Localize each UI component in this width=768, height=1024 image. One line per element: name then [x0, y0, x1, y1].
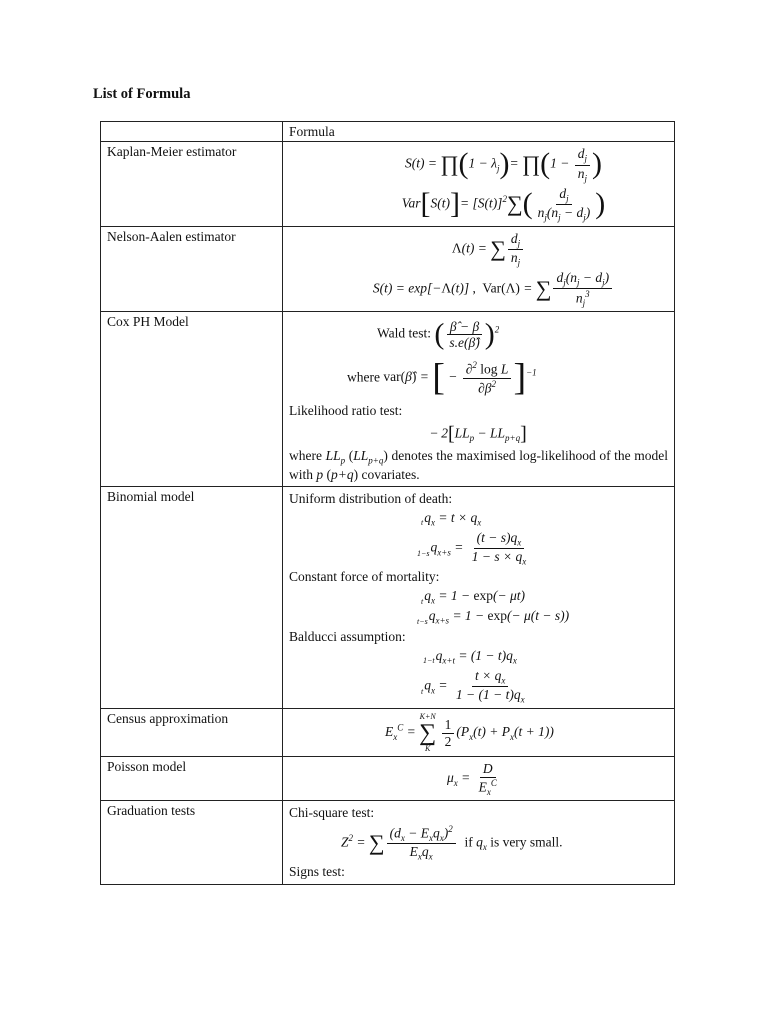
table-row — [101, 487, 675, 709]
table-row — [101, 312, 675, 487]
na-cumhazard-formula: Λ(t) = ∑ $\frac{d_j}{n_j}$ — [289, 231, 668, 268]
table-row — [101, 709, 675, 757]
udd-label: Uniform distribution of death: — [289, 491, 453, 507]
udd-formula-1: $_tq_x = t \times q_x$ — [421, 509, 482, 528]
row-label-nelson-aalen: Nelson-Aalen estimator — [101, 226, 283, 312]
census-formula: $E_x^C$ = K+N ∑ K $\frac{1}{2}$ $(P_x(t) + P_x(t + 1))$ — [385, 712, 554, 754]
table-row — [101, 757, 675, 801]
covariates-text: covariates. — [361, 466, 420, 482]
wald-variance-line: where var(β̂) = [ − $\frac{\partial^2 \log L}{\partial\beta^2}$ ]$^{-1}$ — [347, 356, 537, 399]
formula-cell-nelson-aalen — [283, 226, 675, 312]
likelihood-ratio-formula: − $2[LL_p - LL_{p+q}]$ — [430, 422, 527, 445]
balducci-label: Balducci assumption: — [289, 629, 406, 645]
row-label-census: Census approximation — [101, 709, 283, 757]
where-text: where — [289, 448, 322, 464]
formula-cell-poisson — [283, 757, 675, 801]
balducci-formula-2: $_tq_x$ = $\frac{t \times q_x}{1 - (1 - t)q_x}$ — [421, 668, 525, 705]
formula-cell-binomial — [283, 487, 675, 709]
row-label-cox-ph: Cox PH Model — [101, 312, 283, 487]
chi-square-formula: $Z^2$ = ∑ $\frac{(d_x - E_xq_x)^2}{E_xq_x}$ if $q_x$ is very small. — [341, 823, 563, 863]
table-header-row — [101, 122, 675, 142]
poisson-formula: $\mu_x$ = $\frac{D}{E_x^C}$ — [447, 761, 497, 798]
likelihood-ratio-note: where $LL_p$ $(LL_{p+q})$ denotes the maximised log-likelihood of the model with p (p+q) covariates. — [289, 448, 669, 482]
table-row — [101, 801, 675, 885]
cfm-formula-2: $_{t-s}q_{x+s} = 1 - \exp(- \mu(t - s))$ — [417, 608, 570, 627]
balducci-formula-1: $_{1-t}q_{x+t} = (1 - t)q_x$ — [423, 647, 517, 666]
table-row — [101, 226, 675, 312]
note-text: denotes the maximised log-likelihood of the model with — [289, 448, 669, 482]
row-label-graduation: Graduation tests — [101, 801, 283, 885]
row-label-binomial: Binomial model — [101, 487, 283, 709]
formula-cell-graduation — [283, 801, 675, 885]
formula-cell-cox-ph — [283, 312, 675, 487]
formula-cell-kaplan-meier — [283, 142, 675, 226]
where-label: where — [347, 369, 380, 385]
chi-square-label: Chi-square test: — [289, 805, 375, 821]
udd-formula-2: $_{1-s}q_{x+s}$ = $\frac{(t - s)q_x}{1 - s \times q_x}$ — [417, 530, 527, 567]
cfm-label: Constant force of mortality: — [289, 569, 440, 585]
header-empty-cell — [101, 122, 283, 142]
header-formula: Formula — [283, 122, 675, 142]
formula-table — [100, 121, 675, 885]
formula-cell-census — [283, 709, 675, 757]
row-label-poisson: Poisson model — [101, 757, 283, 801]
wald-test-line: Wald test: ( $\frac{\betâ - \beta}{s.e(\betâ)}$ )$^2$ — [377, 317, 500, 351]
page-title: List of Formula — [93, 86, 191, 102]
likelihood-ratio-label: Likelihood ratio test: — [289, 403, 403, 419]
cfm-formula-1: $_tq_x = 1 - \exp(- \mu t)$ — [421, 587, 525, 606]
na-survival-variance-formula: S(t) = exp[−Λ(t)] , Var(Λ) = ∑ $\frac{d_j(n_j - d_j)}{n_j^3}$ — [289, 270, 668, 309]
wald-test-label: Wald test: — [377, 325, 432, 341]
table-row — [101, 142, 675, 226]
km-variance-formula: $Var[S(t)]= [S(t)]^2\sum$( $\frac{d_j}{n_j(n_j - d_j)}$ ) — [401, 185, 606, 223]
row-label-kaplan-meier: Kaplan-Meier estimator — [101, 142, 283, 226]
km-survival-formula: S(t) = ∏(1 − $\lambda_j)=$ ∏(1 − $\frac{d_j}{n_j}$ ) — [405, 146, 602, 184]
signs-test-label: Signs test: — [289, 864, 345, 880]
chi-square-condition: is very small. — [490, 834, 563, 850]
